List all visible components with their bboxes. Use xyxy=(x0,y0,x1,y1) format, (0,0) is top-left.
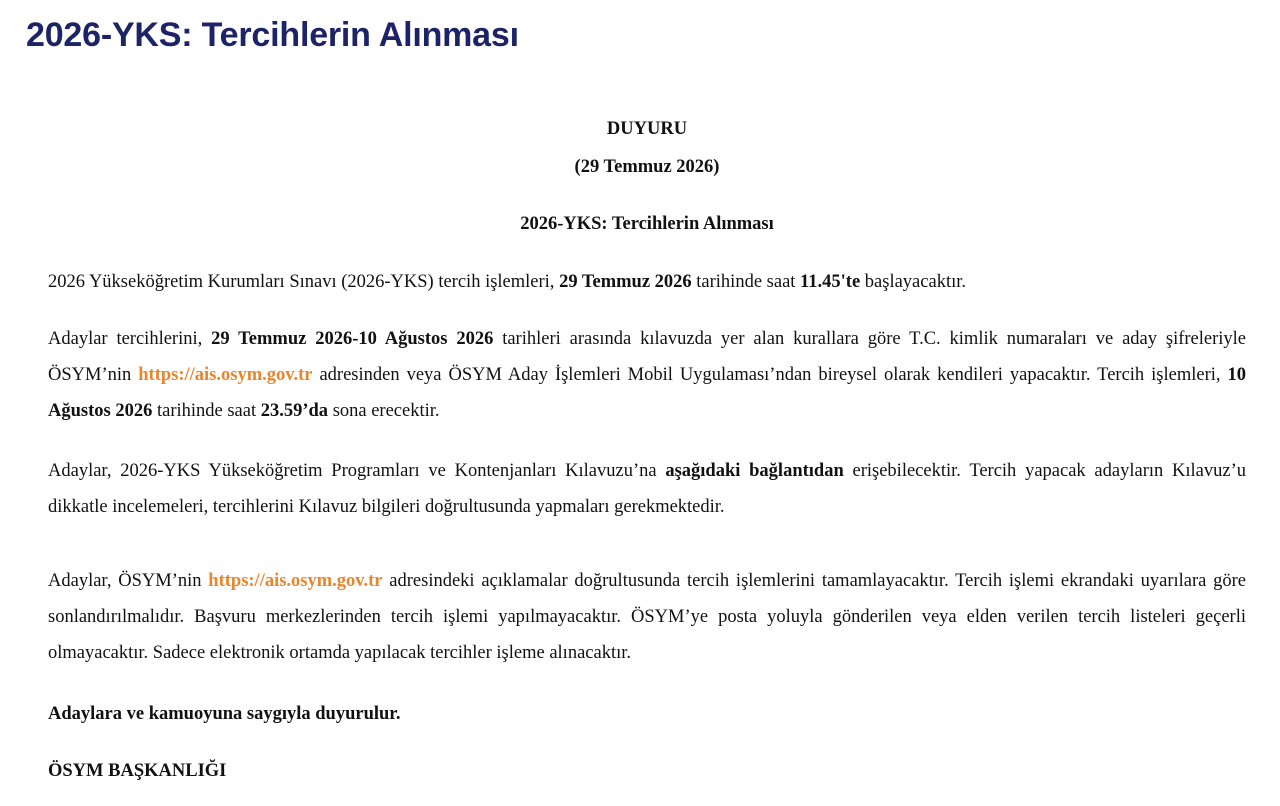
paragraph-guide xyxy=(48,453,1246,525)
end-time: 23.59’da xyxy=(260,401,329,421)
announcement-date: (29 Temmuz 2026) xyxy=(574,157,720,177)
signature: ÖSYM BAŞKANLIĞI xyxy=(48,761,227,781)
start-time: 11.45'te xyxy=(800,272,861,292)
text-segment: erişebilecektir. Tercih yapacak adayların Kılavuz’u dikkatle incelemeleri, tercihlerini Kılavuz bilgileri doğrultusunda yapmaları gerekmektedir. xyxy=(48,461,1246,517)
end-date: 10 Ağustos 2026 xyxy=(48,365,1246,421)
text-segment: tarihinde saat xyxy=(152,401,261,421)
announcement-heading: DUYURU xyxy=(606,119,688,139)
closing-statement: Adaylara ve kamuoyuna saygıyla duyurulur. xyxy=(48,704,401,724)
paragraph-start-info xyxy=(48,264,1246,300)
text-segment: Adaylar, ÖSYM’nin xyxy=(48,571,209,591)
announcement-subject: 2026-YKS: Tercihlerin Alınması xyxy=(520,214,774,234)
start-date: 29 Temmuz 2026 xyxy=(559,272,692,292)
guide-link[interactable]: aşağıdaki bağlantıdan xyxy=(665,461,844,481)
paragraph-preference-period xyxy=(48,321,1246,429)
page-title: 2026-YKS: Tercihlerin Alınması xyxy=(26,16,519,54)
text-segment: adresinden veya ÖSYM Aday İşlemleri Mobil Uygulaması’ndan bireysel olarak kendileri yapacaktır. Tercih işlemleri, xyxy=(312,365,1228,385)
text-segment: Adaylar tercihlerini, xyxy=(48,329,212,349)
text-segment: 2026 Yükseköğretim Kurumları Sınavı (2026-YKS) tercih işlemleri, xyxy=(48,272,560,292)
text-segment: tarihinde saat xyxy=(691,272,801,292)
text-segment: Adaylar, 2026-YKS Yükseköğretim Programları ve Kontenjanları Kılavuzu’na xyxy=(48,461,666,481)
preference-period: 29 Temmuz 2026-10 Ağustos 2026 xyxy=(211,329,494,349)
text-segment: tarihleri arasında kılavuzda yer alan kurallara göre T.C. kimlik numaraları ve aday şifreleriyle ÖSYM’nin xyxy=(48,329,1246,385)
ais-link[interactable]: https://ais.osym.gov.tr xyxy=(138,365,313,385)
paragraph-instructions xyxy=(48,563,1246,671)
text-segment: adresindeki açıklamalar doğrultusunda tercih işlemlerini tamamlayacaktır. Tercih işlemi ekrandaki uyarılara göre sonlandırılmalıdır. Başvuru merkezlerinden tercih işlemi yapılmayacaktır. ÖSYM’ye posta yoluyla gönderilen veya elden verilen tercih listeleri geçerli olmayacaktır. Sadece elektronik ortamda yapılacak tercihler işleme alınacaktır. xyxy=(48,571,1246,663)
ais-link[interactable]: https://ais.osym.gov.tr xyxy=(208,571,383,591)
text-segment: başlayacaktır. xyxy=(860,272,966,292)
text-segment: sona erecektir. xyxy=(328,401,440,421)
